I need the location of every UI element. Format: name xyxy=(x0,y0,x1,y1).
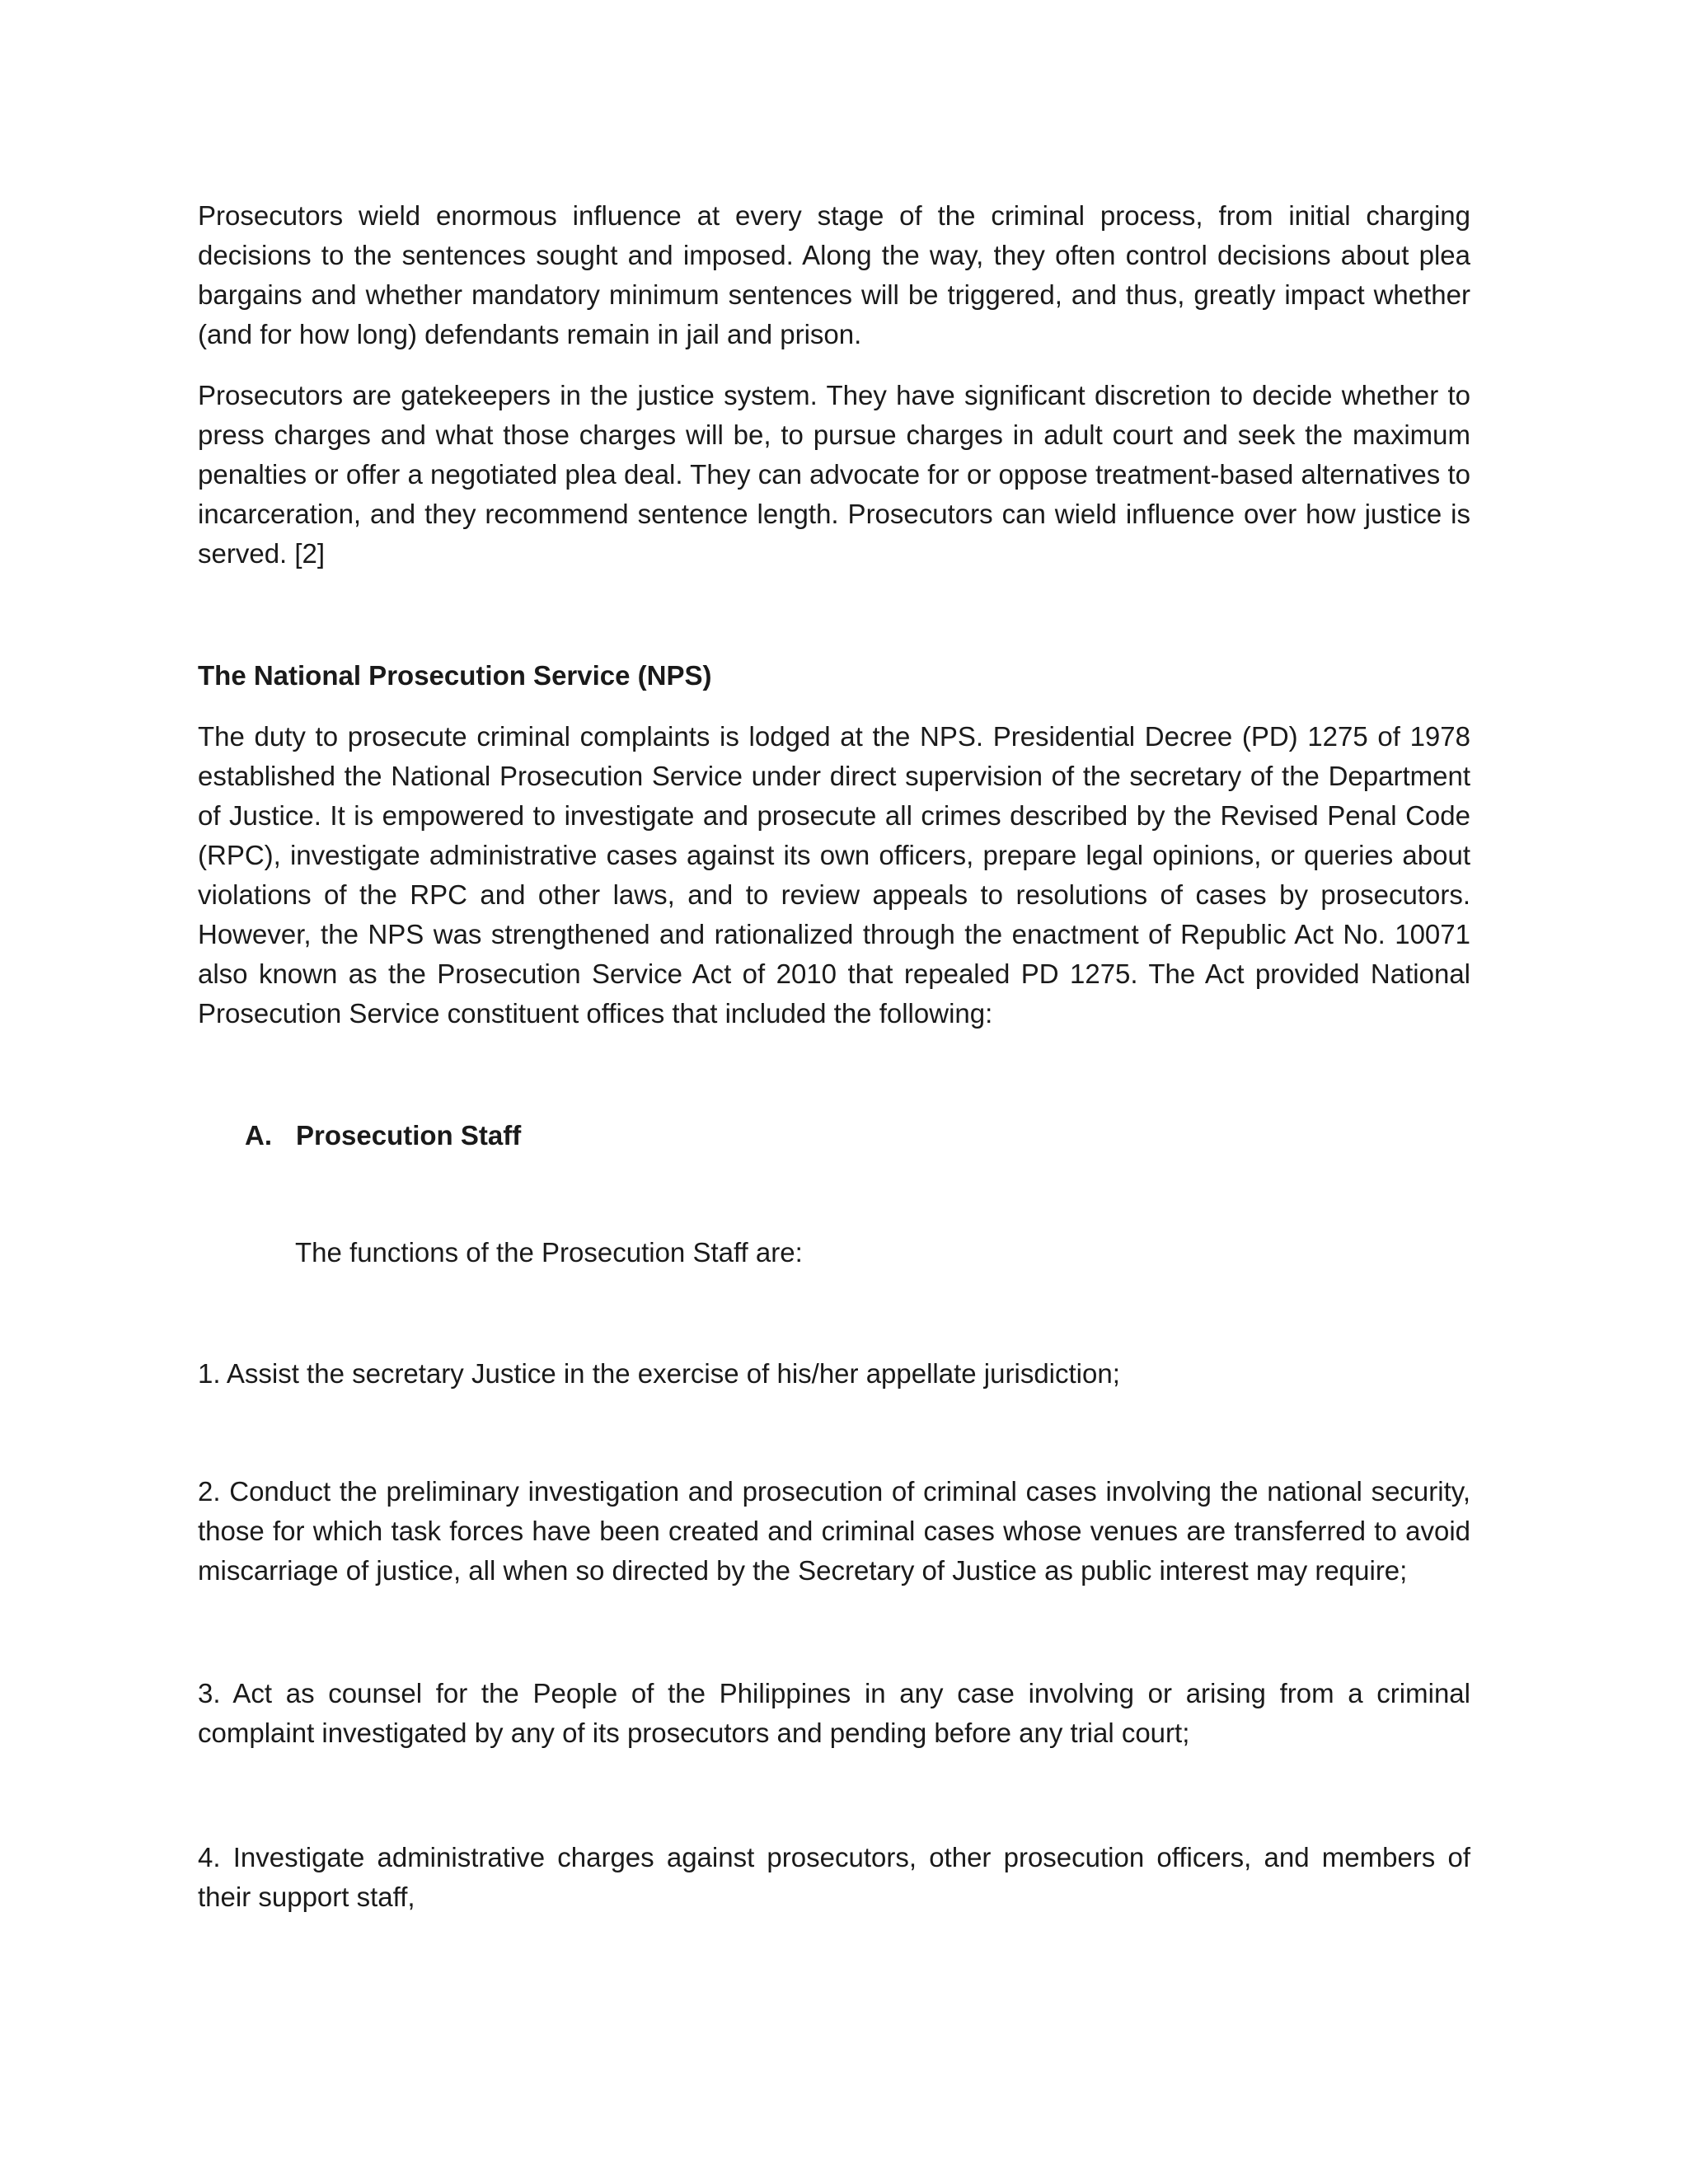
section-a-letter: A. xyxy=(245,1120,272,1151)
section-a-intro: The functions of the Prosecution Staff are: xyxy=(295,1237,803,1268)
function-item-2: 2. Conduct the preliminary investigation and prosecution of criminal cases involving the national security, those for which task forces have been created and criminal cases whose venues are transferred to avoid miscarriage of justice, all when so directed by the Secretary of Justice as public interest may require; xyxy=(198,1476,1470,1586)
section-a-title: Prosecution Staff xyxy=(296,1120,522,1151)
function-item-1: 1. Assist the secretary Justice in the exercise of his/her appellate jurisdiction; xyxy=(198,1358,1120,1389)
function-item-3: 3. Act as counsel for the People of the Philippines in any case involving or arising from a criminal complaint investigated by any of its prosecutors and pending before any trial court; xyxy=(198,1678,1470,1748)
function-item-4: 4. Investigate administrative charges against prosecutors, other prosecution officers, and members of their support staff, xyxy=(198,1842,1470,1912)
paragraph-prosecutor-gatekeepers: Prosecutors are gatekeepers in the justice system. They have significant discretion to decide whether to press charges and what those charges will be, to pursue charges in adult court and seek the maximum penalties or offer a negotiated plea deal. They can advocate for or oppose treatment-based alternatives to incarceration, and they recommend sentence length. Prosecutors can wield influence over how justice is served. [2] xyxy=(198,380,1470,569)
paragraph-prosecutor-influence: Prosecutors wield enormous influence at every stage of the criminal process, from initial charging decisions to the sentences sought and imposed. Along the way, they often control decisions about plea bargains and whether mandatory minimum sentences will be triggered, and thus, greatly impact whether (and for how long) defendants remain in jail and prison. xyxy=(198,200,1470,349)
paragraph-nps-description: The duty to prosecute criminal complaints is lodged at the NPS. Presidential Decree (PD) 1275 of 1978 established the National Prosecution Service under direct supervision of the secretary of the Department of Justice. It is empowered to investigate and prosecute all crimes described by the Revised Penal Code (RPC), investigate administrative cases against its own officers, prepare legal opinions, or queries about violations of the RPC and other laws, and to review appeals to resolutions of cases by prosecutors. However, the NPS was strengthened and rationalized through the enactment of Republic Act No. 10071 also known as the Prosecution Service Act of 2010 that repealed PD 1275. The Act provided National Prosecution Service constituent offices that included the following: xyxy=(198,721,1470,1029)
nps-heading: The National Prosecution Service (NPS) xyxy=(198,660,712,691)
section-a-heading xyxy=(245,1116,521,1155)
